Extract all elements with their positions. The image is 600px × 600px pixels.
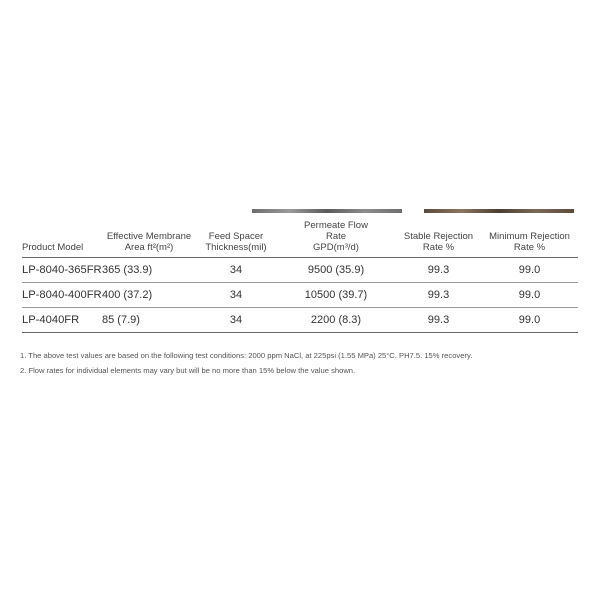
footnote-test-conditions: 1. The above test values are based on the following test conditions: 2000 ppm NaCl, at 225psi (1.55 MPa) 25°C. PH7.5. 15% recovery. <box>20 351 473 360</box>
spec-table <box>22 220 578 333</box>
table-row <box>22 308 578 333</box>
cell-product-model: LP-4040FR <box>22 308 102 333</box>
header-permeate-flow: Permeate Flow Rate GPD(m³/d) <box>276 220 396 258</box>
cell-product-model: LP-8040-400FR <box>22 283 102 308</box>
cell-feed-spacer: 34 <box>196 258 276 283</box>
header-feed-spacer: Feed Spacer Thickness(mil) <box>196 220 276 258</box>
cell-permeate-flow: 9500 (35.9) <box>276 258 396 283</box>
footnotes <box>20 348 595 378</box>
cell-membrane-area: 85 (7.9) <box>102 308 196 333</box>
header-minimum-rejection: Minimum Rejection Rate % <box>481 220 578 258</box>
cell-stable-rejection: 99.3 <box>396 308 481 333</box>
cell-permeate-flow: 10500 (39.7) <box>276 283 396 308</box>
cell-stable-rejection: 99.3 <box>396 258 481 283</box>
cell-minimum-rejection: 99.0 <box>481 258 578 283</box>
cell-permeate-flow: 2200 (8.3) <box>276 308 396 333</box>
cell-product-model: LP-8040-365FR <box>22 258 102 283</box>
header-stable-rejection: Stable Rejection Rate % <box>396 220 481 258</box>
product-photo-strip <box>252 209 402 213</box>
table-header-row <box>22 220 578 258</box>
table-row <box>22 258 578 283</box>
header-product-model: Product Model <box>22 220 102 258</box>
footnote-flow-variance: 2. Flow rates for individual elements may vary but will be no more than 15% below the value shown. <box>20 366 356 375</box>
cell-minimum-rejection: 99.0 <box>481 283 578 308</box>
header-membrane-area: Effective Membrane Area ft²(m²) <box>102 220 196 258</box>
cell-feed-spacer: 34 <box>196 283 276 308</box>
cell-membrane-area: 365 (33.9) <box>102 258 196 283</box>
table-row <box>22 283 578 308</box>
cell-minimum-rejection: 99.0 <box>481 308 578 333</box>
cell-stable-rejection: 99.3 <box>396 283 481 308</box>
cell-feed-spacer: 34 <box>196 308 276 333</box>
cell-membrane-area: 400 (37.2) <box>102 283 196 308</box>
product-photo-strip <box>424 209 574 213</box>
